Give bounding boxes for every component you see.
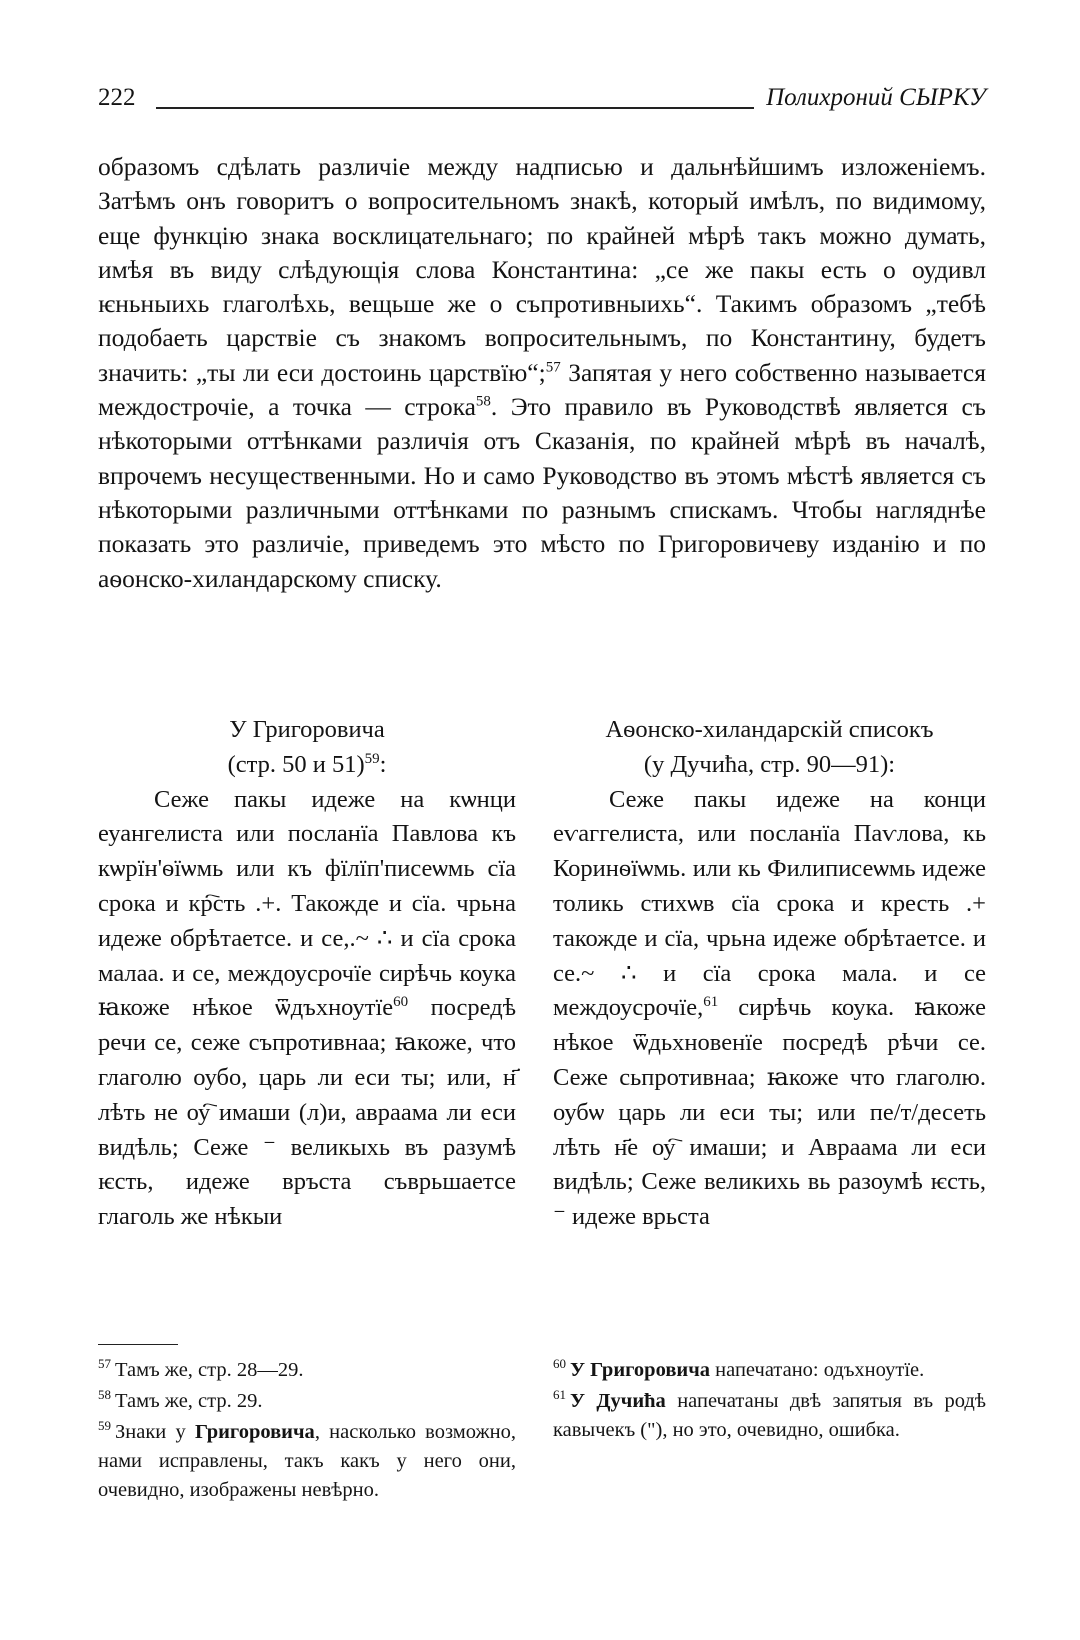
footnote-ref-57: 57 xyxy=(545,359,561,376)
footnote-number: 59 xyxy=(98,1418,111,1434)
footnote-separator xyxy=(98,1344,178,1345)
right-column-athos xyxy=(553,713,986,1235)
footnote-57 xyxy=(98,1356,516,1385)
footnote-number: 57 xyxy=(98,1356,111,1372)
right-body-part1: Сеже пакы идеже на конци еѵаггелиста, или посланїа Паѵлова, кь Коринѳїѡмь. или кь Филиписеѡмь идеже толикь стихѡв сїа срока и кресть .+ такожде и сїа, чрьна идеже обрѣтаетсе. и се.~ ∴ и сїа срока мала. и се междоусрочїе, xyxy=(553,785,986,1022)
left-title-line2: (стр. 50 и 51) xyxy=(227,750,365,778)
left-body-part1: Сеже пакы идеже на кѡнци еуангелиста или посланїа Павлова къ кѡрїн'ѳїѡмь или къ фїлїп'писеѡмь сїа срока и кр҇сть .+. Такожде и сїа. чрьна идеже обрѣтаетсе. и се,.~ ∴ и сїа срока малаа. и се, междоусрочїе сирѣчь коука ꙗкоже нѣкое ѿдъхноутїе xyxy=(98,785,516,1022)
footnote-ref-60: 60 xyxy=(393,994,409,1011)
main-text xyxy=(98,150,986,596)
header-rule xyxy=(156,107,754,109)
footnote-ref-61: 61 xyxy=(703,994,719,1011)
footnote-61 xyxy=(553,1387,986,1445)
right-body-part2: сирѣчь коука. ꙗкоже нѣкое ѿдьхновенїе посредѣ рѣчи се. Сеже сьпротивнаа; ꙗкоже что глаголю. оубѡ царь ли еси ты; или пе/т/десеть лѣть н҃е оу҇ имаши; и Авраама ли еси видѣль; Сеже великихь вь разоумѣ ѥсть, ⁻ идеже врьста xyxy=(553,994,986,1231)
footnote-ref-59: 59 xyxy=(364,750,380,767)
footnote-text-post: напечатаны двѣ запятыя въ родѣ кавычекъ ("), но это, очевидно, ошибка. xyxy=(553,1390,986,1441)
footnote-number: 61 xyxy=(553,1387,566,1403)
footnote-text-bold: У Дучиħа xyxy=(570,1390,666,1412)
left-body-part2: посредѣ речи се, сеже съпротивнаа; ꙗкоже, что глаголю оубо, царь ли еси ты; или, н҃ лѣть не оу҇ имаши (л)и, авраама ли еси видѣль; Сеже ⁻ великыхь въ разумѣ ѥсть, идеже връста съврьшаетсе глаголь же нѣкыи xyxy=(98,994,516,1231)
left-column-title xyxy=(98,713,516,783)
footnote-58 xyxy=(98,1387,516,1416)
main-paragraph xyxy=(98,150,986,596)
main-paragraph-part1: образомъ сдѣлать различіе между надписью и дальнѣйшимъ изложеніемъ. Затѣмъ онъ говоритъ о вопросительномъ знакѣ, который имѣлъ, по видимому, еще функцію знака восклицательнаго; по крайней мѣрѣ такъ можно думать, имѣя въ виду слѣдующія слова Константина: „се же пакы есть о оудивл ѥньныихь глаголѣхь, вещьше же о съпротивныихь“. Такимъ образомъ „тебѣ подобаеть царствіе съ знакомъ вопросительнымъ, по Константину, будетъ значить: „ты ли еси достоинь царствїю“; xyxy=(98,152,986,387)
footnote-number: 58 xyxy=(98,1387,111,1403)
footnote-text-post: , насколько возможно, нами исправлены, такъ какъ у него они, очевидно, изображены невѣрно. xyxy=(98,1421,516,1501)
footnote-60 xyxy=(553,1356,986,1385)
footnote-text: Тамъ же, стр. 28—29. xyxy=(115,1359,304,1381)
main-paragraph-part2: Запятая у него собственно называется междострочіе, а точка — строка xyxy=(98,357,986,422)
page-number: 222 xyxy=(98,84,136,111)
page-header xyxy=(98,84,986,124)
running-head: Полихроний СЫРКУ xyxy=(766,84,986,111)
footnotes-left xyxy=(98,1356,516,1507)
right-title-line1: Аѳонско-хиландарскій списокъ xyxy=(605,716,934,743)
left-title-line1: У Григоровича xyxy=(229,716,385,743)
left-title-colon: : xyxy=(379,750,387,778)
main-paragraph-part3: . Это правило въ Руководствѣ является съ нѣкоторыми оттѣнками различія отъ Сказанія, по крайней мѣрѣ въ началѣ, впрочемъ несущественными. Но и само Руководство въ этомъ мѣстѣ является съ нѣкоторыми различными оттѣнками по разнымъ спискамъ. Чтобы нагляднѣе показать это различіе, приведемъ это мѣсто по Григоровичеву изданію и по аѳонско-хиландарскому списку. xyxy=(98,392,986,593)
footnote-59 xyxy=(98,1418,516,1505)
left-column-grigorovich xyxy=(98,713,516,1235)
footnote-text: Тамъ же, стр. 29. xyxy=(115,1390,263,1412)
footnote-number: 60 xyxy=(553,1356,566,1372)
left-column-body xyxy=(98,783,516,1235)
footnote-text-pre: Знаки у xyxy=(115,1421,195,1443)
footnote-ref-58: 58 xyxy=(475,393,491,410)
right-column-body xyxy=(553,783,986,1235)
footnote-text-bold: У Григоровича xyxy=(570,1359,711,1381)
footnotes-right xyxy=(553,1356,986,1447)
right-column-title xyxy=(553,713,986,783)
right-title-line2: (у Дучиħа, стр. 90—91): xyxy=(643,750,896,778)
footnote-text-post: напечатано: одъхноутїе. xyxy=(710,1359,925,1381)
footnote-text-bold: Григоровича xyxy=(194,1421,315,1443)
